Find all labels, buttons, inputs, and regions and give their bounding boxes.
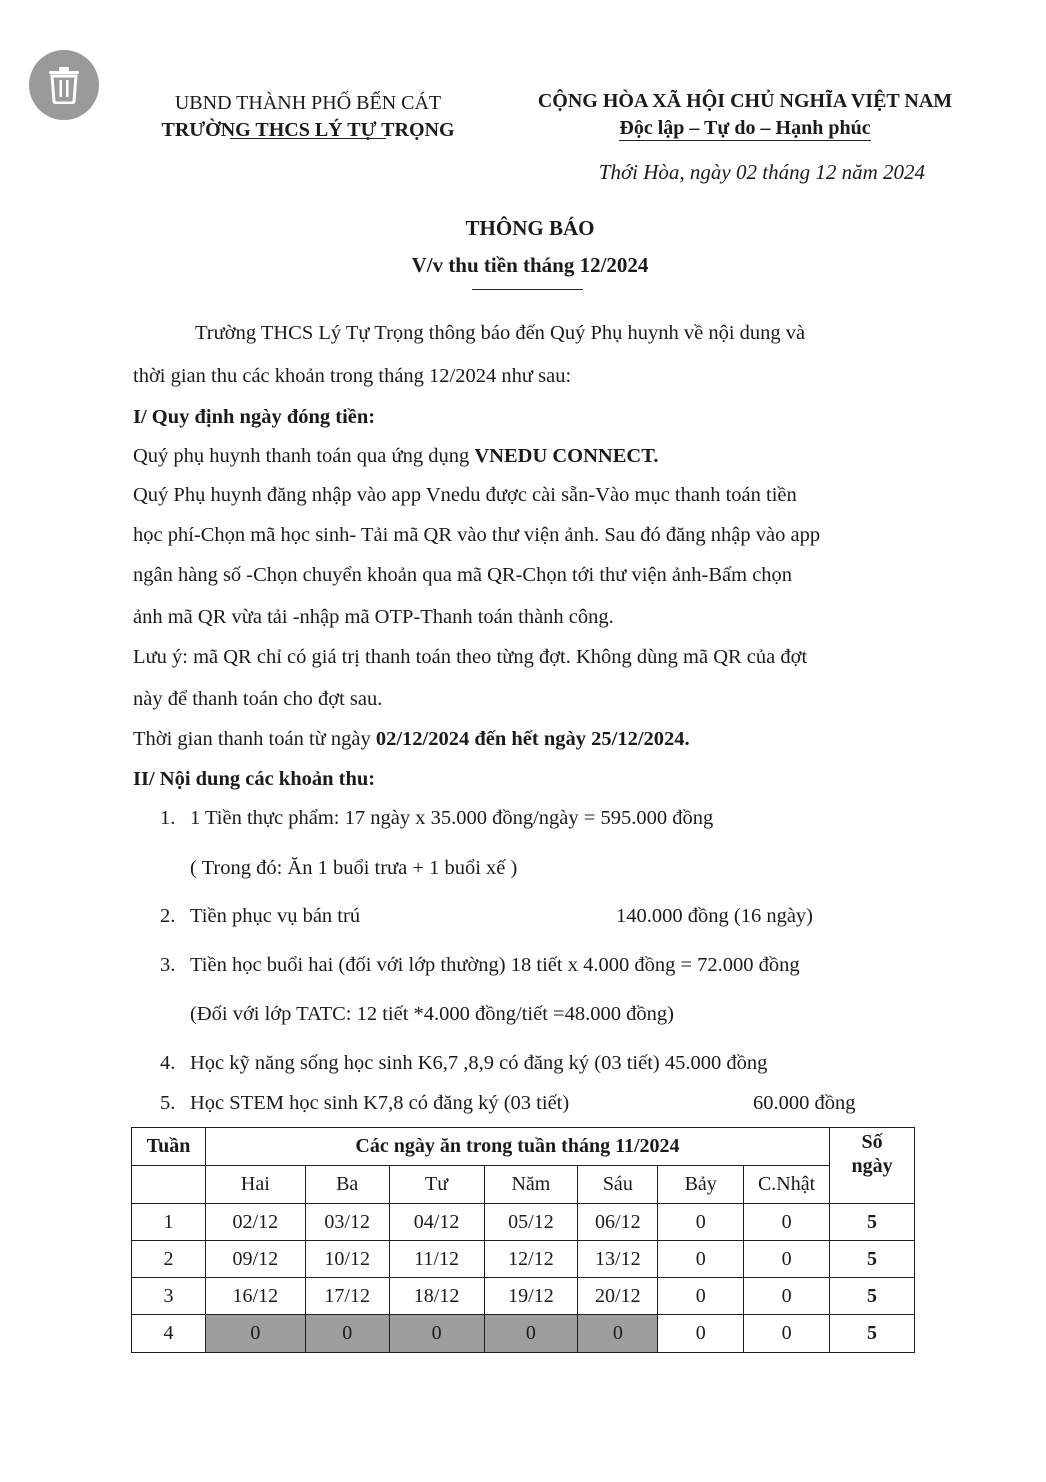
- title-divider: [472, 289, 583, 290]
- fee-item-1-note: ( Trong đó: Ăn 1 buổi trưa + 1 buổi xế ): [190, 857, 518, 879]
- issuer-header: [128, 90, 488, 144]
- fee-item-1: 1. 1 Tiền thực phẩm: 17 ngày x 35.000 đồng/ngày = 595.000 đồng: [160, 807, 714, 829]
- day-header: Bảy: [658, 1166, 744, 1204]
- table-row: 4 0 0 0 0 0 0 0 5: [132, 1315, 915, 1353]
- meal-schedule-table: [131, 1127, 915, 1353]
- trash-icon: [47, 66, 81, 104]
- empty-header-cell: [132, 1166, 206, 1204]
- table-row: 2 09/12 10/12 11/12 12/12 13/12 0 0 5: [132, 1241, 915, 1278]
- fee-item-5-amount: 60.000 đồng: [753, 1092, 856, 1114]
- delete-button[interactable]: [29, 50, 99, 120]
- col-week-header: Tuần: [132, 1128, 206, 1166]
- national-header: [500, 88, 990, 142]
- col-count-header: Số ngày: [830, 1128, 915, 1204]
- day-header: Ba: [305, 1166, 389, 1204]
- instruction-line-4: ảnh mã QR vừa tải -nhập mã OTP-Thanh toán thành công.: [133, 606, 614, 628]
- day-header: C.Nhật: [744, 1166, 830, 1204]
- day-header: Hai: [205, 1166, 305, 1204]
- intro-line-1: Trường THCS Lý Tự Trọng thông báo đến Quý Phụ huynh về nội dung và: [195, 322, 806, 344]
- instruction-line-3: ngân hàng số -Chọn chuyển khoản qua mã QR-Chọn tới thư viện ảnh-Bấm chọn: [133, 564, 793, 586]
- fee-item-2-amount: 140.000 đồng (16 ngày): [616, 905, 814, 927]
- day-header: Năm: [484, 1166, 578, 1204]
- day-header: Sáu: [578, 1166, 658, 1204]
- instruction-line-2: học phí-Chọn mã học sinh- Tải mã QR vào thư viện ảnh. Sau đó đăng nhập vào app: [133, 524, 821, 546]
- table-row: 3 16/12 17/12 18/12 19/12 20/12 0 0 5: [132, 1278, 915, 1315]
- instruction-line-1: Quý Phụ huynh đăng nhập vào app Vnedu được cài sẵn-Vào mục thanh toán tiền: [133, 484, 797, 506]
- document-subject: V/v thu tiền tháng 12/2024: [411, 253, 649, 277]
- payment-period-line: Thời gian thanh toán từ ngày 02/12/2024 đến hết ngày 25/12/2024.: [133, 728, 690, 750]
- payment-method-line: Quý phụ huynh thanh toán qua ứng dụng VNEDU CONNECT.: [133, 445, 659, 467]
- fee-item-5: 5. Học STEM học sinh K7,8 có đăng ký (03 tiết): [160, 1092, 570, 1114]
- country-name: CỘNG HÒA XÃ HỘI CHỦ NGHĨA VIỆT NAM: [537, 90, 953, 112]
- table-row: 1 02/12 03/12 04/12 05/12 06/12 0 0 5: [132, 1204, 915, 1241]
- fee-item-3: 3. Tiền học buổi hai (đối với lớp thường) 18 tiết x 4.000 đồng = 72.000 đồng: [160, 954, 800, 976]
- document-title: THÔNG BÁO: [465, 216, 595, 240]
- authority-name: UBND THÀNH PHỐ BẾN CÁT: [174, 92, 442, 114]
- day-header: Tư: [389, 1166, 484, 1204]
- fee-item-3-note: (Đối với lớp TATC: 12 tiết *4.000 đồng/tiết =48.000 đồng): [190, 1003, 674, 1025]
- note-line-1: Lưu ý: mã QR chỉ có giá trị thanh toán theo từng đợt. Không dùng mã QR của đợt: [133, 646, 808, 668]
- section-2-heading: II/ Nội dung các khoản thu:: [133, 768, 376, 790]
- document-date: Thới Hòa, ngày 02 tháng 12 năm 2024: [598, 160, 925, 184]
- section-1-heading: I/ Quy định ngày đóng tiền:: [133, 406, 376, 428]
- school-underline: [230, 138, 386, 139]
- app-name: VNEDU CONNECT.: [474, 445, 659, 467]
- school-name: TRƯỜNG THCS LÝ TỰ TRỌNG: [161, 119, 455, 141]
- intro-line-2: thời gian thu các khoản trong tháng 12/2024 như sau:: [133, 365, 572, 387]
- national-motto: Độc lập – Tự do – Hạnh phúc: [619, 117, 871, 139]
- note-line-2: này để thanh toán cho đợt sau.: [133, 688, 383, 710]
- fee-item-4: 4. Học kỹ năng sống học sinh K6,7 ,8,9 có đăng ký (03 tiết) 45.000 đồng: [160, 1052, 768, 1074]
- col-days-header: Các ngày ăn trong tuần tháng 11/2024: [205, 1128, 829, 1166]
- fee-item-2: 2. Tiền phục vụ bán trú: [160, 905, 361, 927]
- payment-period-dates: 02/12/2024 đến hết ngày 25/12/2024.: [375, 728, 690, 750]
